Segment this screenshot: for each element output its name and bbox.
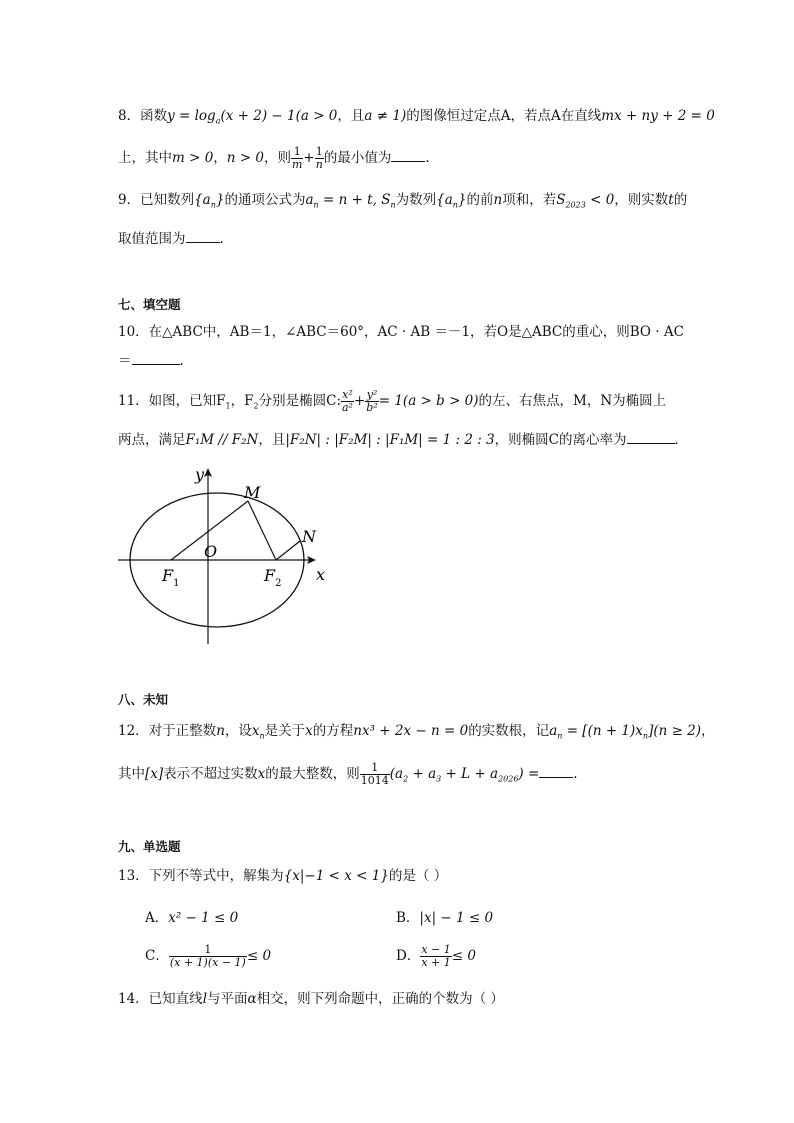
focus-f1-label — [161, 566, 179, 589]
q9-seq: {a — [194, 192, 211, 208]
q12-an-rest: = [(n + 1)x — [562, 723, 643, 739]
fraction-numerator: x − 1 — [421, 943, 451, 956]
fraction-numerator: 1 — [169, 944, 247, 957]
q8-log-base: a — [215, 116, 221, 126]
q14-text: 14．已知直线 — [118, 991, 203, 1007]
q8-line1 — [118, 106, 715, 132]
q9-text: 9．已知数列 — [118, 192, 195, 208]
q9-seq-close: } — [215, 192, 225, 208]
q14-stem — [118, 989, 504, 1009]
q11-ratio: |F₂N| : |F₂M| : |F₁M| = 1 : 2 : 3 — [285, 432, 495, 448]
f1-letter: F — [162, 566, 174, 585]
q12-equation: nx³ + 2x − n = 0 — [353, 723, 469, 739]
q11-ellipse-eq: = 1(a > b > 0) — [378, 393, 479, 409]
q14-text: 与平面 — [207, 991, 248, 1007]
q8-text: ，且 — [337, 108, 365, 124]
q11-parallel: F₁M // F₂N — [185, 432, 259, 448]
q12-text: 的方程 — [312, 723, 354, 739]
segment-mf2 — [248, 501, 276, 560]
q13-text: 13．下列不等式中，解集为 — [118, 868, 284, 884]
q8-text: 上，其中 — [118, 150, 172, 166]
choice-a[interactable] — [145, 908, 238, 928]
choice-expression: ≤ 0 — [451, 948, 476, 964]
q9-formula-rest: = n + t, S — [318, 192, 391, 208]
choice-label: A． — [145, 910, 169, 926]
q11-sub: 1 — [225, 401, 231, 411]
q12-floor: [x] — [145, 766, 164, 782]
q9-seq-sub: n — [210, 200, 216, 210]
q12-line1 — [118, 721, 715, 747]
q8-text: 的最小值为 — [323, 150, 392, 166]
q12-line2 — [118, 762, 578, 790]
q11-text: 分别是椭圆C: — [258, 393, 341, 409]
fraction-denominator: m — [291, 158, 303, 171]
q8-line2 — [118, 146, 430, 171]
q9-text: 项和，若 — [502, 192, 557, 208]
q12-an-sub: n — [557, 731, 563, 741]
q11-text: 11．如图，已知F — [118, 393, 226, 409]
q13-stem — [118, 866, 447, 886]
q9-cond-sub: 2023 — [565, 200, 586, 210]
point-m-label: M — [244, 483, 261, 502]
q10-line2 — [118, 351, 184, 371]
q9-line2 — [118, 229, 224, 249]
f2-subscript: 2 — [275, 578, 282, 589]
q8-m-condition: m > 0 — [172, 150, 214, 166]
q12-xn-sub: n — [259, 731, 265, 741]
q9-cond: S — [556, 192, 566, 208]
q8-function-rest: (x + 2) − 1(a > 0 — [220, 108, 338, 124]
q9-text: 的通项公式为 — [224, 192, 306, 208]
q9-text: 的 — [673, 192, 688, 208]
fraction-numerator: 1 — [315, 145, 323, 158]
q14-l: l — [202, 991, 208, 1007]
q13-text: 的是（ ） — [388, 868, 448, 884]
q12-an: a — [549, 723, 558, 739]
focus-f2-label — [263, 566, 281, 589]
q11-text: ，则椭圆C的离心率为 — [494, 432, 627, 448]
origin-label: O — [204, 542, 218, 561]
q14-alpha: α — [247, 991, 257, 1007]
fraction-denominator: n — [315, 158, 323, 171]
q12-sum: + L + a — [441, 766, 499, 782]
answer-blank[interactable] — [186, 230, 220, 243]
q12-text: 表示不超过实数 — [163, 766, 258, 782]
q10-line1: 10．在△ABC中，AB＝1，∠ABC＝60°，AC · AB ＝－1，若O是△ABC的重心，则BO · AC — [118, 324, 684, 340]
q9-text: ，则实数 — [614, 192, 669, 208]
fraction-numerator: 1 — [360, 762, 390, 775]
choice-label: C． — [145, 948, 169, 964]
choice-b[interactable] — [396, 908, 493, 928]
q11-fraction-y — [365, 389, 378, 414]
choice-c-fraction — [169, 944, 247, 969]
q12-an-rest-sub: n — [642, 731, 649, 741]
q11-line1 — [118, 389, 666, 417]
fraction-denominator: a² — [342, 401, 353, 414]
choice-d-fraction — [420, 944, 451, 969]
choice-expression: x² − 1 ≤ 0 — [168, 910, 239, 926]
q8-fraction-m — [291, 146, 303, 171]
q9-seq-close: } — [457, 192, 467, 208]
q12-text: 其中 — [118, 766, 145, 782]
f2-letter: F — [264, 566, 276, 585]
q10-equals: ＝ — [118, 353, 132, 369]
answer-blank[interactable] — [539, 765, 573, 778]
fraction-numerator: 1 — [291, 146, 303, 159]
q9-seq-sub: n — [452, 200, 458, 210]
fraction-denominator: x + 1 — [421, 956, 451, 969]
q11-text: 的左、右焦点，M，N为椭圆上 — [478, 393, 667, 409]
q9-text: 取值范围为 — [118, 231, 186, 247]
q9-seq: {a — [436, 192, 453, 208]
q12-text: 12．对于正整数 — [118, 723, 217, 739]
q8-fraction-n — [315, 146, 324, 171]
q12-fraction — [360, 762, 390, 787]
q12-sum: ) = — [518, 766, 540, 782]
x-axis-label: x — [316, 565, 326, 584]
q8-text: 8．函数 — [118, 108, 168, 124]
fraction-denominator: b² — [366, 401, 378, 414]
q8-text: 的图像恒过定点A，若点A在直线 — [406, 108, 602, 124]
plus-sign: + — [353, 393, 366, 409]
q9-text: 为数列 — [395, 192, 437, 208]
q12-sum: (a — [389, 766, 404, 782]
fraction-numerator: y² — [366, 388, 378, 401]
q9-period: . — [219, 231, 224, 247]
q11-text: ，F — [230, 393, 254, 409]
q12-n: n — [216, 723, 225, 739]
q8-text: ，则 — [263, 150, 291, 166]
q12-text: 的实数根，记 — [468, 723, 550, 739]
answer-blank[interactable] — [132, 352, 180, 365]
q13-set: {x|−1 < x < 1} — [283, 868, 389, 884]
q9-text: 的前 — [466, 192, 494, 208]
q12-x: x — [305, 723, 313, 739]
q11-text: ，且 — [258, 432, 286, 448]
q9-formula-sub: n — [313, 200, 319, 210]
choice-label: B． — [396, 910, 420, 926]
choice-expression: |x| − 1 ≤ 0 — [419, 910, 494, 926]
q8-function: y = log — [167, 108, 216, 124]
q12-period: . — [573, 766, 578, 782]
q11-period: ． — [674, 432, 688, 448]
y-axis-label: y — [195, 465, 205, 484]
choice-label: D． — [396, 948, 421, 964]
q8-n-condition: n > 0 — [226, 150, 264, 166]
q8-period: . — [425, 150, 430, 166]
q9-t: t — [668, 192, 674, 208]
q12-text: 是关于 — [264, 723, 306, 739]
answer-blank[interactable] — [627, 431, 675, 444]
q12-an-rest2: ](n ≥ 2) — [648, 723, 702, 739]
q9-n: n — [493, 192, 503, 208]
fraction-denominator: (x + 1)(x − 1) — [169, 956, 246, 969]
q9-line1 — [118, 190, 687, 216]
q9-cond-rest: < 0 — [585, 192, 615, 208]
q11-text: 两点，满足 — [118, 432, 186, 448]
q8-line-equation: mx + ny + 2 = 0 — [601, 108, 715, 124]
q9-formula-sub2: n — [390, 200, 396, 210]
q11-fraction-x — [341, 389, 354, 414]
q11-line2 — [118, 430, 688, 450]
q8-condition: a ≠ 1) — [364, 108, 407, 124]
q8-text: ， — [213, 150, 227, 166]
q14-text: 相交，则下列命题中，正确的个数为（ ） — [256, 991, 504, 1007]
f1-subscript: 1 — [173, 578, 180, 589]
point-n-label: N — [302, 527, 316, 546]
answer-blank[interactable] — [391, 149, 425, 162]
choice-d[interactable] — [396, 944, 476, 969]
q11-sub: 2 — [253, 401, 259, 411]
q12-sum: + a — [408, 766, 437, 782]
q12-xn: x — [251, 723, 260, 739]
fraction-denominator: 1014 — [360, 774, 389, 787]
section-heading-9: 九、单选题 — [118, 839, 181, 854]
q12-sum-sub: 2026 — [498, 774, 519, 784]
choice-c[interactable] — [145, 944, 271, 969]
q12-text: ， — [701, 723, 715, 739]
ellipse-figure — [118, 460, 338, 645]
q9-formula: a — [305, 192, 314, 208]
plus-sign: + — [303, 150, 315, 166]
q12-text: ，设 — [224, 723, 252, 739]
choice-expression: ≤ 0 — [246, 948, 272, 964]
fraction-numerator: x² — [342, 388, 353, 401]
q10-period: . — [179, 353, 184, 369]
section-heading-8: 八、未知 — [118, 692, 169, 707]
q12-sum-sub: 3 — [436, 774, 442, 784]
q12-x: x — [257, 766, 266, 782]
section-heading-7: 七、填空题 — [118, 297, 181, 312]
q12-text: 的最大整数，则 — [265, 766, 360, 782]
segment-f2n — [276, 541, 300, 560]
q12-sum-sub: 2 — [403, 774, 409, 784]
